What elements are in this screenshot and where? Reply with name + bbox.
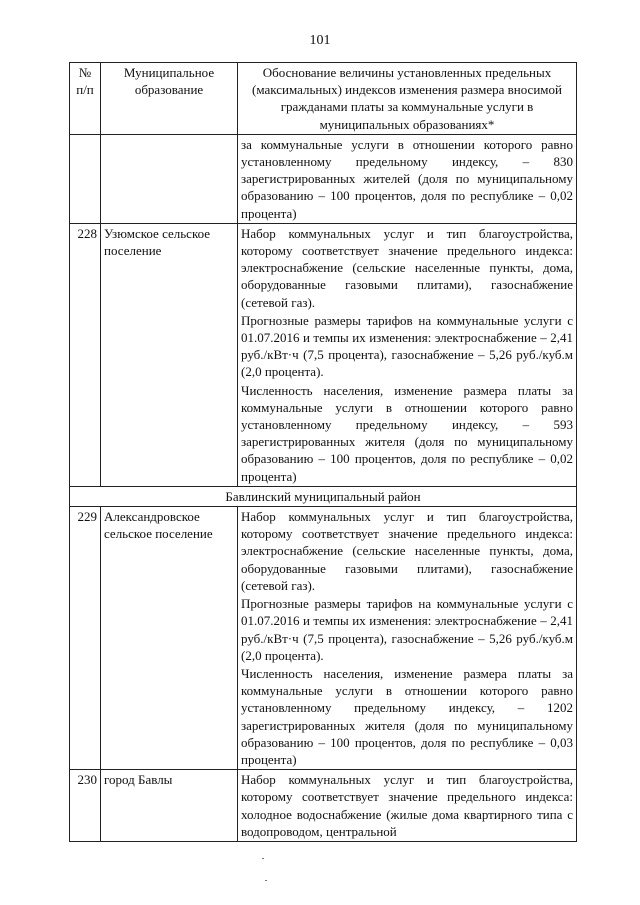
row-number: 230 xyxy=(70,770,101,842)
table-row xyxy=(70,223,577,486)
row-number: 229 xyxy=(70,507,101,770)
scan-speck xyxy=(262,858,264,859)
region-heading-row xyxy=(70,486,577,506)
scan-speck xyxy=(265,880,267,881)
paragraph-population: Численность населения, изменение размера платы за коммунальные услуги в отношении которого равно установленному предельному индексу, – 1202 зарегистрированных жителя (доля по муниципальному образованию – 100 процентов, доля по республике – 0,03 процента) xyxy=(241,665,573,767)
cell-continuation-text: за коммунальные услуги в отношении которого равно установленному предельному индексу, – 830 зарегистрированных жителей (доля по муниципальному образованию – 100 процентов, доля по республике – 0,02 процента) xyxy=(238,134,577,223)
region-heading: Бавлинский муниципальный район xyxy=(70,486,577,506)
header-number: № п/п xyxy=(70,63,101,135)
table-row xyxy=(70,770,577,842)
paragraph-services: Набор коммунальных услуг и тип благоустройства, которому соответствует значение предельного индекса: холодное водоснабжение (жилые дома квартирного типа с водопроводом, центральной xyxy=(241,772,573,839)
paragraph-population: Численность населения, изменение размера платы за коммунальные услуги в отношении которого равно установленному предельному индексу, – 593 зарегистрированных жителя (доля по муниципальному образованию – 100 процентов, доля по республике – 0,02 процента) xyxy=(241,382,573,484)
row-justification xyxy=(238,770,577,842)
page-number: 101 xyxy=(309,33,331,48)
paragraph-tariffs: Прогнозные размеры тарифов на коммунальные услуги с 01.07.2016 и темпы их изменения: электроснабжение – 2,41 руб./кВт·ч (7,5 процента), газоснабжение – 5,26 руб./куб.м (2,0 процента). xyxy=(241,312,573,380)
paragraph-services: Набор коммунальных услуг и тип благоустройства, которому соответствует значение предельного индекса: электроснабжение (сельские населенные пункты, дома, оборудованные газовыми плитами), газоснабжение (сетевой газ). xyxy=(241,225,573,310)
header-justification: Обоснование величины установленных предельных (максимальных) индексов изменения размера вносимой гражданами платы за коммунальные услуги в муниципальных образованиях* xyxy=(238,63,577,135)
row-municipality: Узюмское сельское поселение xyxy=(101,223,238,486)
row-number: 228 xyxy=(70,223,101,486)
paragraph-tariffs: Прогнозные размеры тарифов на коммунальные услуги с 01.07.2016 и темпы их изменения: электроснабжение – 2,41 руб./кВт·ч (7,5 процента), газоснабжение – 5,26 руб./куб.м (2,0 процента). xyxy=(241,596,573,663)
row-municipality: Александровское сельское поселение xyxy=(101,507,238,770)
row-justification xyxy=(238,507,577,770)
header-municipality: Муниципальное образование xyxy=(101,63,238,135)
cell-municipality-empty xyxy=(101,134,238,223)
table-header-row xyxy=(70,63,577,135)
row-justification xyxy=(238,223,577,486)
table-row-continuation xyxy=(70,134,577,223)
paragraph-services: Набор коммунальных услуг и тип благоустройства, которому соответствует значение предельного индекса: электроснабжение (сельские населенные пункты, дома, оборудованные газовыми плитами), газоснабжение (сетевой газ). xyxy=(241,509,573,593)
table-row xyxy=(70,507,577,770)
cell-number-empty xyxy=(70,134,101,223)
row-municipality: город Бавлы xyxy=(101,770,238,842)
tariff-table xyxy=(69,62,577,842)
